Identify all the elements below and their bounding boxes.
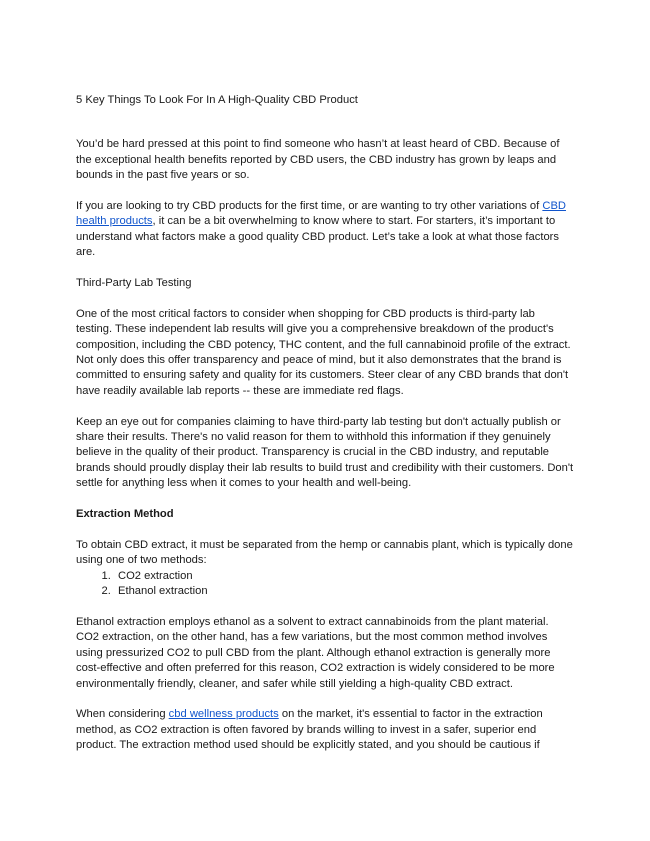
cbd-health-products-link[interactable]: CBD health products (76, 200, 566, 228)
extraction-paragraph-1: Ethanol extraction employs ethanol as a solvent to extract cannabinoids from the plant material. CO2 extraction, on the other hand, has a few variations, but the most common method involves using pressurized CO2 to pull CBD from the plant. Although ethanol extraction is generally more cost-effective and often preferred for this reason, CO2 extraction is widely considered to be more environmentally friendly, cleaner, and safer while still yielding a high-quality CBD extract. (76, 615, 555, 690)
intro-p2-text-before: If you are looking to try CBD products for the first time, or are wanting to try other variations of (76, 200, 543, 213)
extraction-p2-text-after: on the market, it's essential to factor in the extraction method, as CO2 extraction is often favored by brands willing to invest in a safer, superior end product. The extraction method used should be explicitly stated, and you should be cautious if (76, 708, 543, 752)
extraction-intro-paragraph: To obtain CBD extract, it must be separated from the hemp or cannabis plant, which is typically done using one of two methods: (76, 538, 573, 567)
lab-testing-paragraph-2: Keep an eye out for companies claiming to have third-party lab testing but don't actually publish or share their results. There's no valid reason for them to withhold this information if they genuinely believe in the quality of their product. Transparency is crucial in the CBD industry, and reputable brands should proudly display their lab results to build trust and credibility with their customers. Don't settle for anything less when it comes to your health and well-being. (76, 415, 574, 490)
intro-paragraph-2 (76, 199, 574, 261)
section-heading-lab-testing: Third-Party Lab Testing (76, 277, 192, 290)
list-item: 1. CO2 extraction (114, 569, 574, 584)
lab-testing-paragraph-1: One of the most critical factors to consider when shopping for CBD products is third-party lab testing. These independent lab results will give you a comprehensive breakdown of the product's composition, including the CBD potency, THC content, and the full cannabinoid profile of the extract. Not only does this offer transparency and peace of mind, but it also demonstrates that the brand is committed to ensuring safety and quality for its customers. Steer clear of any CBD brands that don't have readily available lab reports -- these are immediate red flags. (76, 307, 571, 397)
extraction-methods-list (76, 569, 574, 600)
extraction-p2-text-before: When considering (76, 708, 169, 721)
list-item: 2. Ethanol extraction (114, 584, 574, 599)
cbd-wellness-products-link[interactable]: cbd wellness products (168, 708, 279, 721)
intro-paragraph-1: You’d be hard pressed at this point to find someone who hasn’t at least heard of CBD. Because of the exceptional health benefits reported by CBD users, the CBD industry has grown by leaps and bounds in the past five years or so. (76, 138, 560, 182)
document-title: 5 Key Things To Look For In A High-Quality CBD Product (76, 94, 358, 106)
section-heading-extraction-method: Extraction Method (76, 508, 174, 521)
intro-p2-text-after: , it can be a bit overwhelming to know where to start. For starters, it’s important to understand what factors make a good quality CBD product. Let’s take a look at what those factors are. (76, 215, 559, 259)
extraction-paragraph-2 (76, 707, 574, 753)
